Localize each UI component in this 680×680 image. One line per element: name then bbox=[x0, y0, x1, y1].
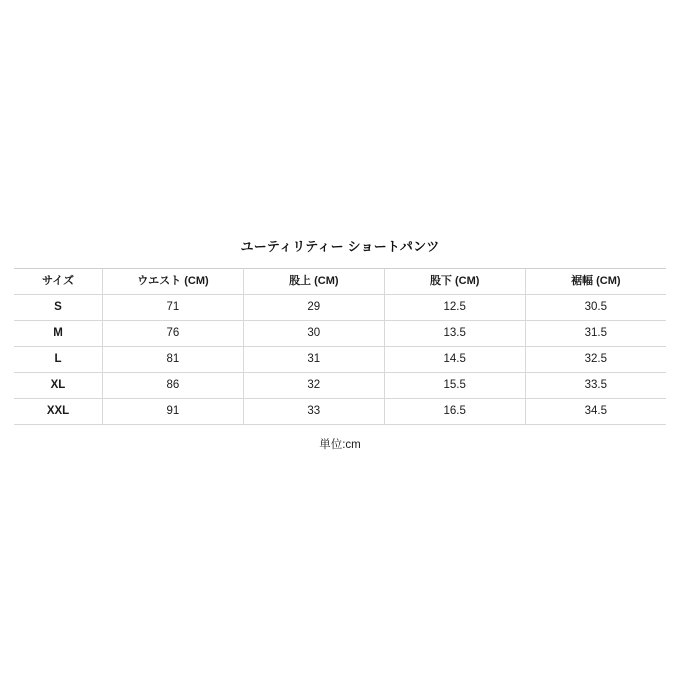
cell-size: XXL bbox=[14, 399, 103, 425]
cell-size: XL bbox=[14, 373, 103, 399]
cell-rise: 30 bbox=[243, 321, 384, 347]
cell-hem: 30.5 bbox=[525, 295, 666, 321]
cell-rise: 31 bbox=[243, 347, 384, 373]
cell-inseam: 12.5 bbox=[384, 295, 525, 321]
cell-size: M bbox=[14, 321, 103, 347]
column-header-waist: ウエスト (CM) bbox=[103, 269, 244, 295]
cell-waist: 76 bbox=[103, 321, 244, 347]
cell-waist: 71 bbox=[103, 295, 244, 321]
table-row bbox=[14, 295, 666, 321]
table-row bbox=[14, 321, 666, 347]
cell-inseam: 13.5 bbox=[384, 321, 525, 347]
cell-hem: 33.5 bbox=[525, 373, 666, 399]
size-table bbox=[14, 268, 666, 425]
column-header-size: サイズ bbox=[14, 269, 103, 295]
cell-hem: 31.5 bbox=[525, 321, 666, 347]
cell-hem: 32.5 bbox=[525, 347, 666, 373]
cell-waist: 81 bbox=[103, 347, 244, 373]
table-header-row bbox=[14, 269, 666, 295]
cell-inseam: 16.5 bbox=[384, 399, 525, 425]
column-header-hem: 裾幅 (CM) bbox=[525, 269, 666, 295]
cell-waist: 86 bbox=[103, 373, 244, 399]
cell-size: L bbox=[14, 347, 103, 373]
size-chart-block bbox=[0, 236, 680, 452]
cell-inseam: 15.5 bbox=[384, 373, 525, 399]
cell-inseam: 14.5 bbox=[384, 347, 525, 373]
page-title: ユーティリティー ショートパンツ bbox=[240, 239, 440, 254]
column-header-rise: 股上 (CM) bbox=[243, 269, 384, 295]
table-row bbox=[14, 347, 666, 373]
cell-waist: 91 bbox=[103, 399, 244, 425]
cell-rise: 29 bbox=[243, 295, 384, 321]
table-row bbox=[14, 399, 666, 425]
table-row bbox=[14, 373, 666, 399]
unit-note: 単位:cm bbox=[319, 439, 361, 451]
cell-hem: 34.5 bbox=[525, 399, 666, 425]
column-header-inseam: 股下 (CM) bbox=[384, 269, 525, 295]
cell-rise: 32 bbox=[243, 373, 384, 399]
cell-size: S bbox=[14, 295, 103, 321]
cell-rise: 33 bbox=[243, 399, 384, 425]
